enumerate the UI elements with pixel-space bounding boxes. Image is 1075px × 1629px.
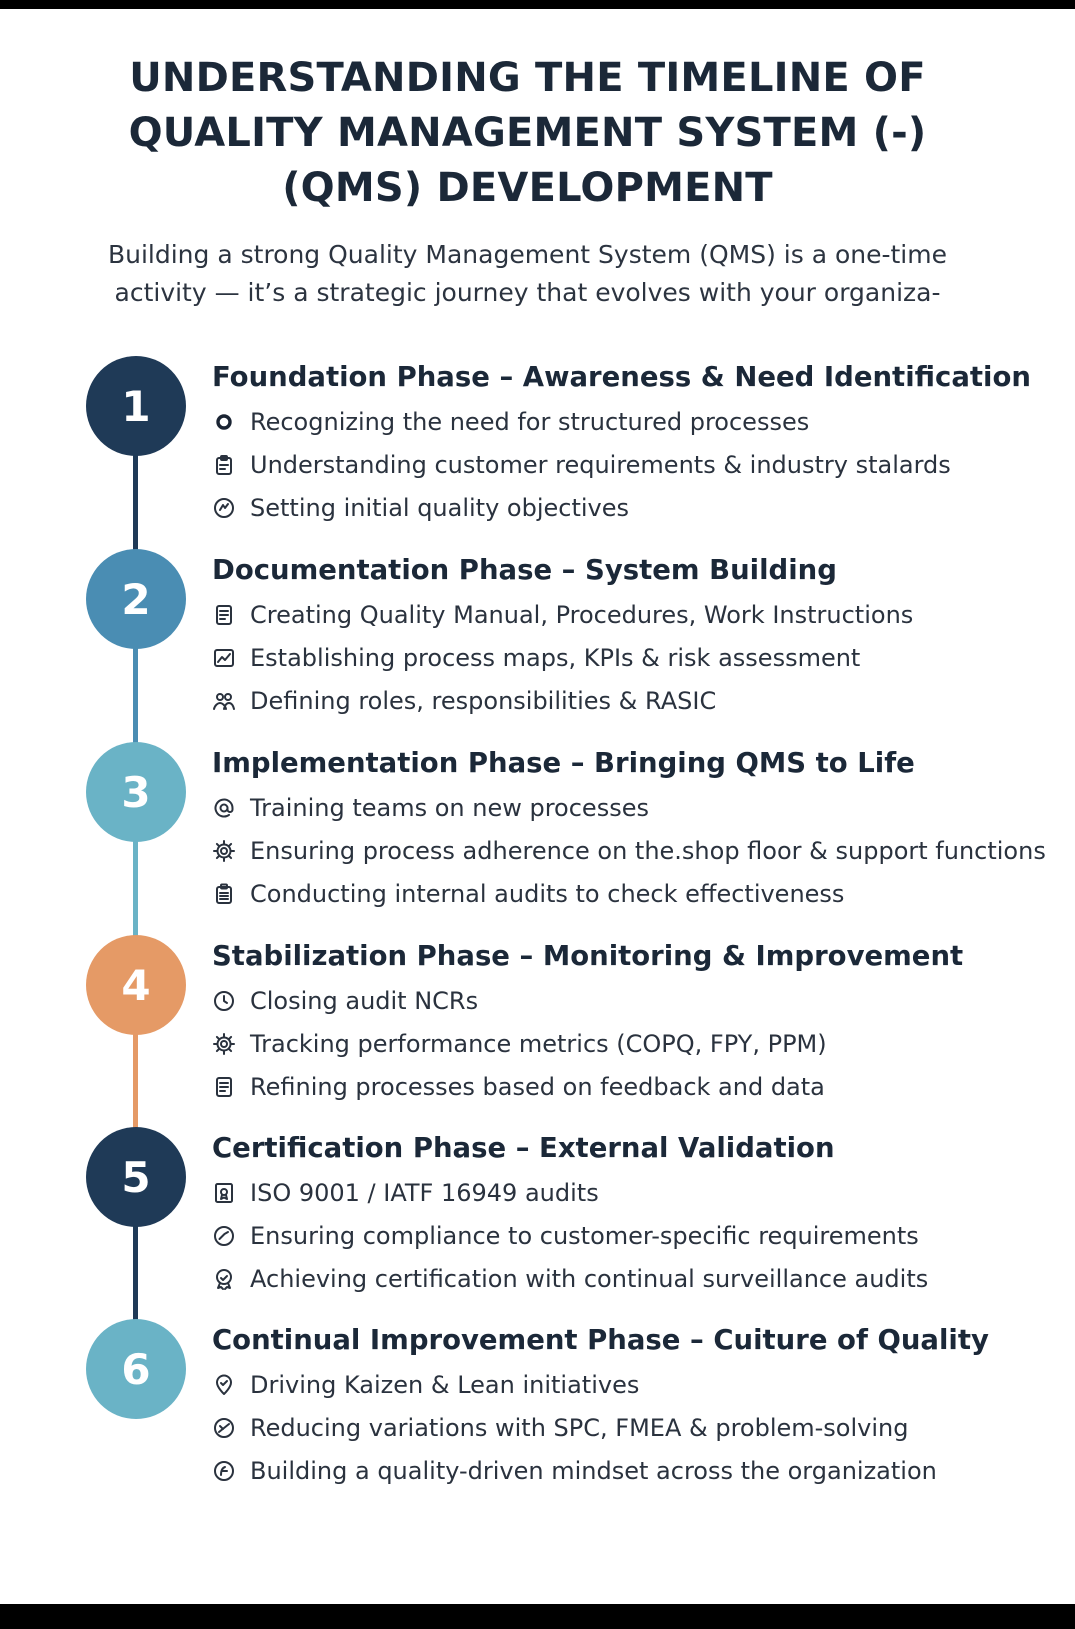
location-pin-icon <box>212 1373 236 1397</box>
timeline-connector <box>133 838 138 939</box>
phase-title: Documentation Phase – System Building <box>212 554 837 586</box>
phase-item <box>212 1175 1072 1211</box>
page-title <box>0 51 1055 216</box>
phase-item-text: Conducting internal audits to check effectiveness <box>250 880 845 908</box>
phase-item <box>212 1069 1072 1105</box>
timeline-connector <box>133 645 138 746</box>
title-line: QUALITY MANAGEMENT SYSTEM (-) <box>128 110 927 156</box>
phase-title: Foundation Phase – Awareness & Need Identification <box>212 361 1031 393</box>
phase-item <box>212 404 1072 440</box>
target-icon <box>212 496 236 520</box>
clipboard-icon <box>212 453 236 477</box>
phase-number-badge: 3 <box>86 742 186 842</box>
document-icon <box>212 603 236 627</box>
phase-item-text: Tracking performance metrics (COPQ, FPY, PPM) <box>250 1030 827 1058</box>
subtitle-line: Building a strong Quality Management System (QMS) is a one-time <box>107 240 947 269</box>
phase-number-badge: 1 <box>86 356 186 456</box>
page-subtitle <box>0 236 1055 312</box>
phase-item <box>212 1367 1072 1403</box>
title-line: (QMS) DEVELOPMENT <box>282 165 773 211</box>
phase-item <box>212 640 1072 676</box>
certificate-icon <box>212 1181 236 1205</box>
circle-icon <box>212 410 236 434</box>
phase-item <box>212 790 1072 826</box>
phase-item-text: Establishing process maps, KPIs & risk assessment <box>250 644 861 672</box>
subtitle-line: activity — it’s a strategic journey that evolves with your organiza- <box>114 278 941 307</box>
phase-number-badge: 5 <box>86 1127 186 1227</box>
phase-number-badge: 4 <box>86 935 186 1035</box>
timeline-connector <box>133 1223 138 1323</box>
people-icon <box>212 689 236 713</box>
phase-item <box>212 1410 1072 1446</box>
no-entry-icon <box>212 1416 236 1440</box>
phase-item-text: Defining roles, responsibilities & RASIC <box>250 687 717 715</box>
clock-icon <box>212 989 236 1013</box>
phase-title: Stabilization Phase – Monitoring & Improvement <box>212 940 964 972</box>
phase-number-badge: 6 <box>86 1319 186 1419</box>
document-icon <box>212 1075 236 1099</box>
phase-item-text: Achieving certification with continual surveillance audits <box>250 1265 929 1293</box>
award-icon <box>212 1267 236 1291</box>
phase-item-text: Understanding customer requirements & industry stalards <box>250 451 951 479</box>
phase-item-text: Creating Quality Manual, Procedures, Work Instructions <box>250 601 914 629</box>
phase-item-text: Ensuring compliance to customer-specific requirements <box>250 1222 919 1250</box>
phase-item-text: Driving Kaizen & Lean initiatives <box>250 1371 640 1399</box>
phase-item <box>212 983 1072 1019</box>
phase-item <box>212 597 1072 633</box>
phase-item-text: Building a quality-driven mindset across the organization <box>250 1457 937 1485</box>
phase-item-text: Closing audit NCRs <box>250 987 479 1015</box>
phase-item <box>212 447 1072 483</box>
infographic-page <box>0 9 1075 1604</box>
timeline-connector <box>133 452 138 553</box>
phase-item-text: Recognizing the need for structured processes <box>250 408 810 436</box>
phase-item <box>212 876 1072 912</box>
phase-item-text: Reducing variations with SPC, FMEA & problem-solving <box>250 1414 909 1442</box>
timeline-connector <box>133 1031 138 1131</box>
at-icon <box>212 796 236 820</box>
phase-item <box>212 683 1072 719</box>
check-circle-icon <box>212 1224 236 1248</box>
phase-title: Certification Phase – External Validation <box>212 1132 835 1164</box>
chart-icon <box>212 646 236 670</box>
phase-item-text: ISO 9001 / IATF 16949 audits <box>250 1179 599 1207</box>
phase-item-text: Setting initial quality objectives <box>250 494 630 522</box>
gear-icon <box>212 839 236 863</box>
phase-item <box>212 1453 1072 1489</box>
phase-item-text: Refining processes based on feedback and data <box>250 1073 825 1101</box>
phase-item <box>212 1261 1072 1297</box>
title-line: UNDERSTANDING THE TIMELINE OF <box>129 55 926 101</box>
phase-item <box>212 490 1072 526</box>
phase-item-text: Training teams on new processes <box>250 794 649 822</box>
mindset-icon <box>212 1459 236 1483</box>
phase-item-text: Ensuring process adherence on the.shop floor & support functions <box>250 837 1046 865</box>
phase-item <box>212 833 1072 869</box>
gear-icon <box>212 1032 236 1056</box>
phase-title: Implementation Phase – Bringing QMS to Life <box>212 747 915 779</box>
phase-item <box>212 1218 1072 1254</box>
phase-item <box>212 1026 1072 1062</box>
phase-number-badge: 2 <box>86 549 186 649</box>
audit-clipboard-icon <box>212 882 236 906</box>
phase-title: Continual Improvement Phase – Cuiture of Quality <box>212 1324 989 1356</box>
